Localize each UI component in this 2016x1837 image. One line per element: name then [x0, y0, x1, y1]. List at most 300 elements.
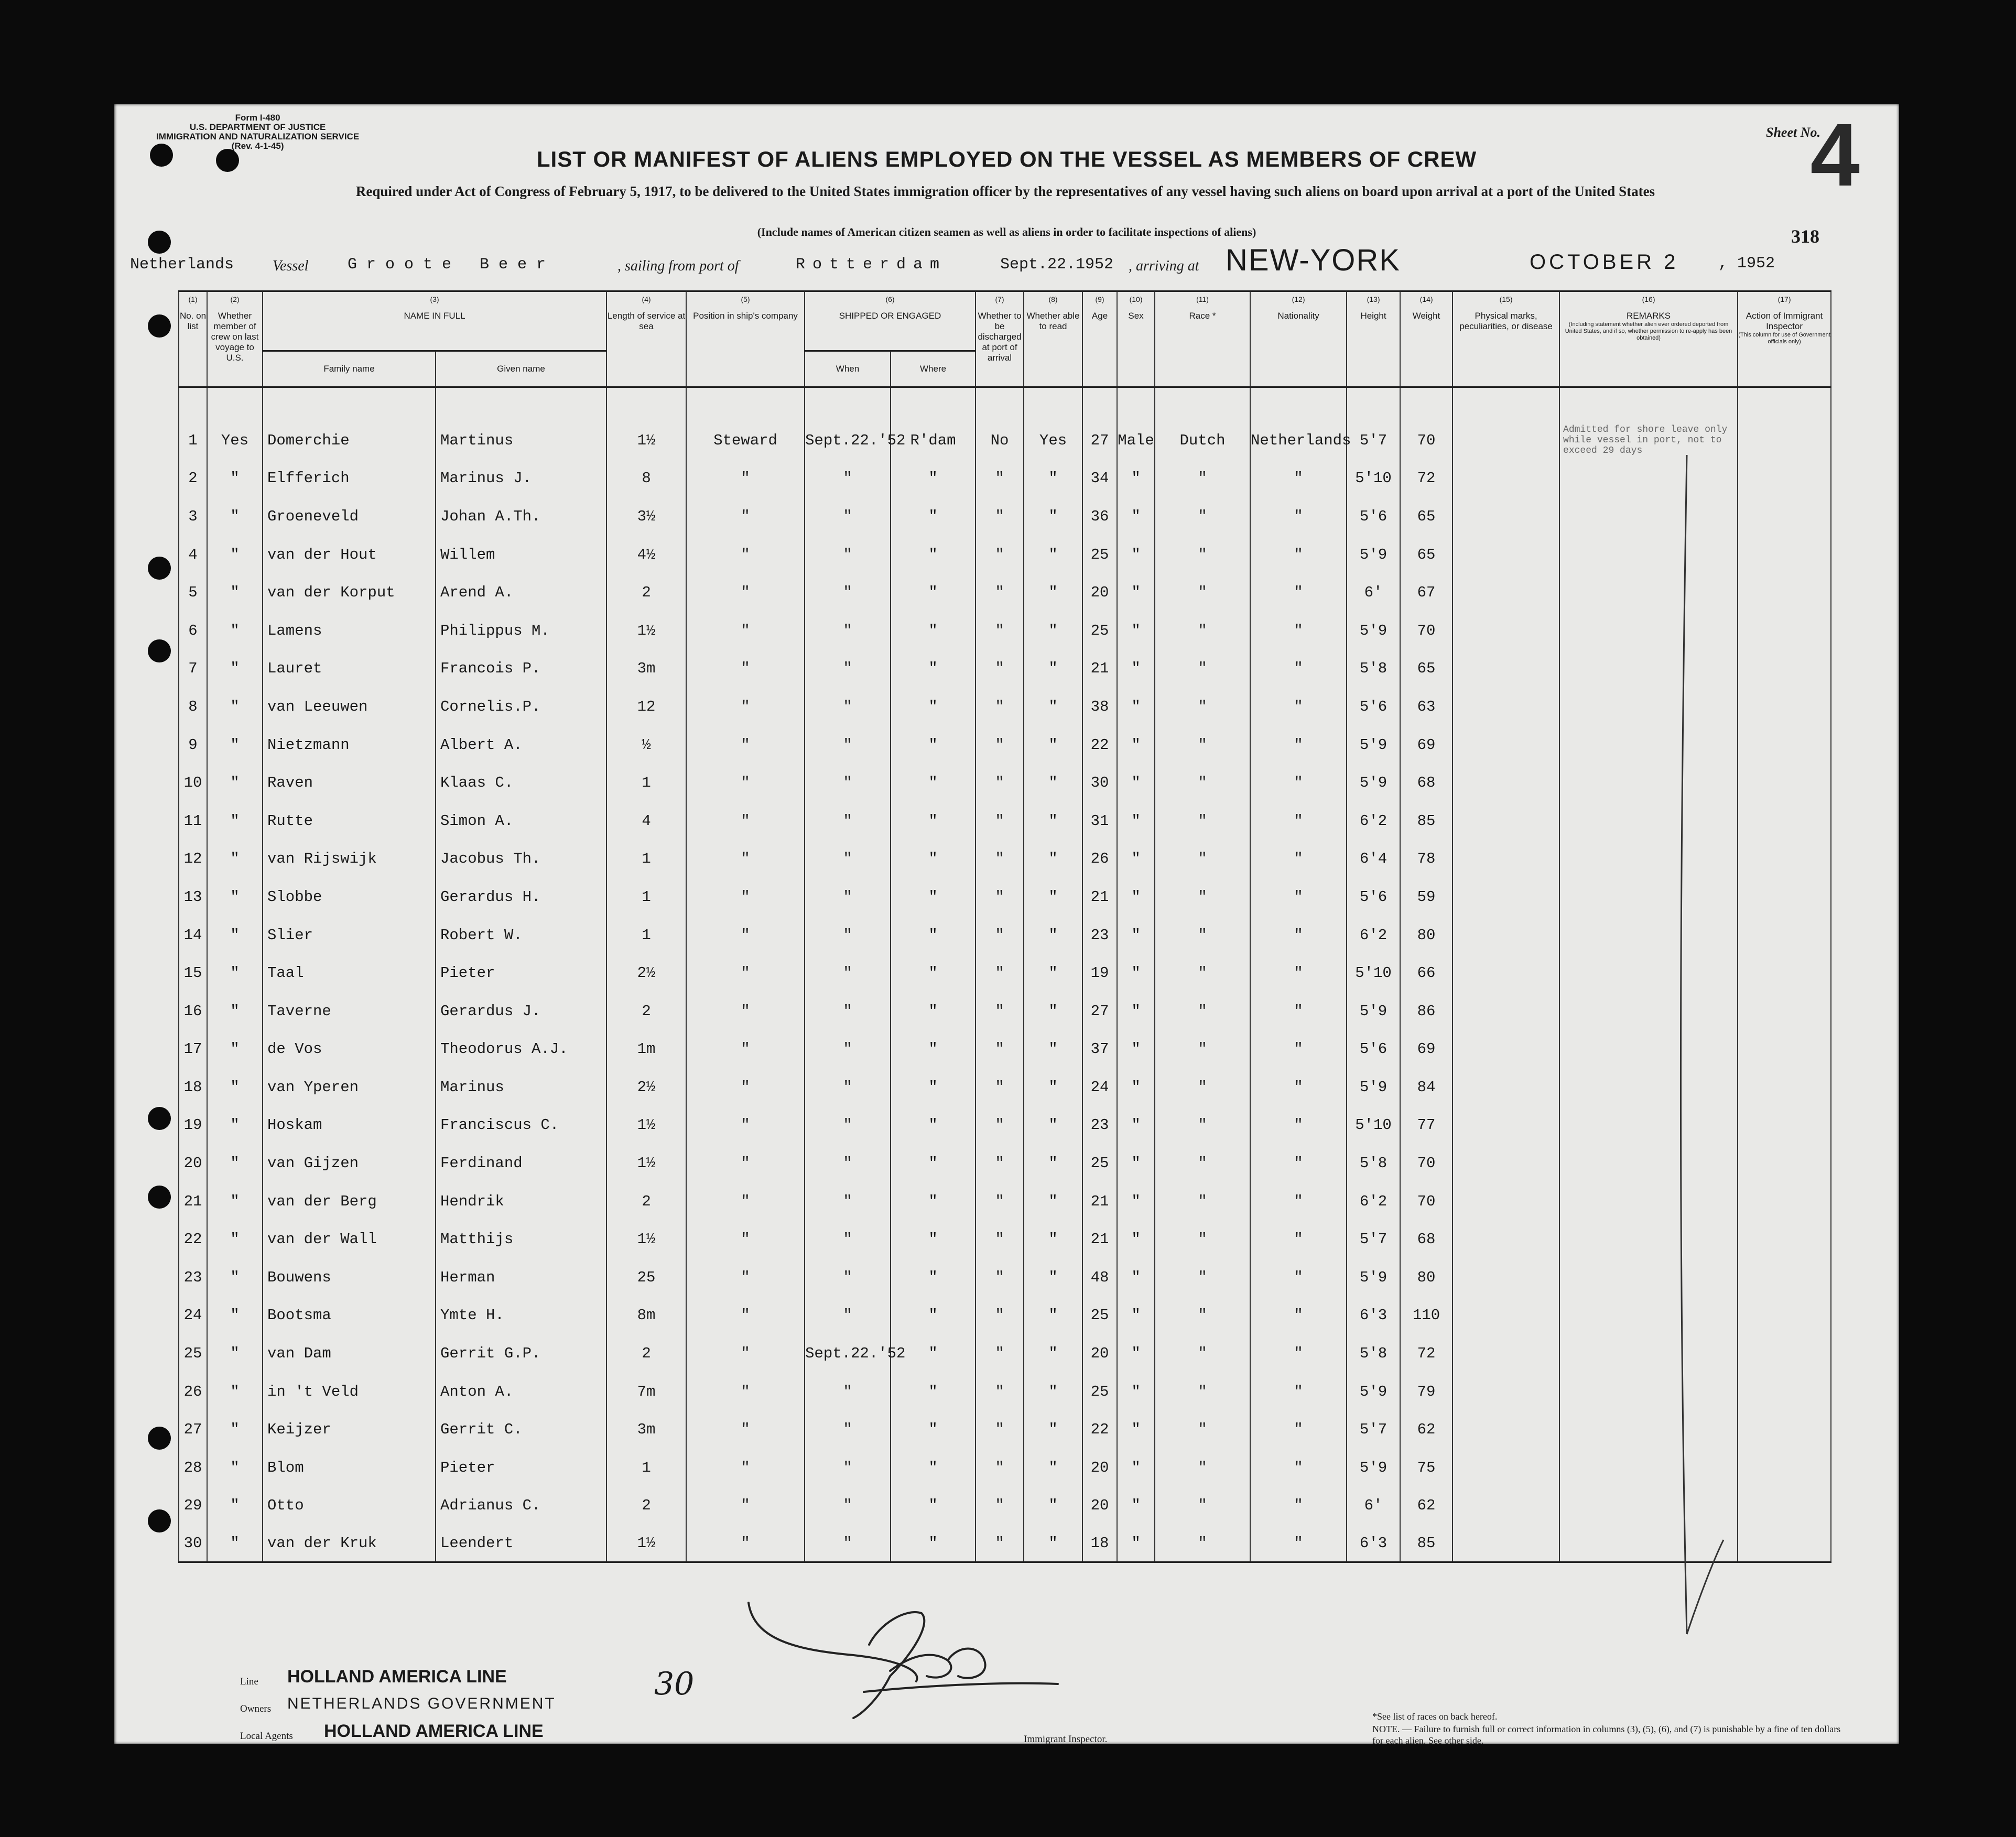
table-row: [179, 460, 1831, 498]
inspector-action-cell: [1738, 536, 1831, 574]
nationality-cell: ": [1250, 1144, 1347, 1182]
service-length-cell: 1: [606, 916, 686, 954]
col-family-name-header: Family name: [263, 351, 436, 387]
shipped-when-cell: ": [805, 1220, 891, 1258]
sex-cell: ": [1117, 840, 1155, 878]
age-cell: 36: [1082, 497, 1117, 536]
col-position-header: (5) Position in ship's company: [686, 291, 805, 387]
punch-hole: [148, 557, 171, 580]
sex-cell: ": [1117, 802, 1155, 840]
race-cell: ": [1155, 497, 1250, 536]
weight-cell: 63: [1400, 688, 1453, 726]
shipped-where-cell: ": [891, 1106, 976, 1145]
position-cell: ": [686, 1144, 805, 1182]
previous-voyage-cell: ": [207, 1373, 263, 1411]
sex-cell: ": [1117, 1297, 1155, 1335]
given-name-cell: Gerrit C.: [436, 1410, 606, 1449]
discharged-cell: ": [976, 1220, 1024, 1258]
race-cell: ": [1155, 1373, 1250, 1411]
position-cell: ": [686, 1182, 805, 1221]
shipped-where-cell: ": [891, 992, 976, 1030]
nationality-cell: ": [1250, 650, 1347, 688]
sex-cell: ": [1117, 650, 1155, 688]
inspector-action-cell: [1738, 1449, 1831, 1487]
crew-rows: [179, 387, 1831, 1562]
previous-voyage-cell: ": [207, 916, 263, 954]
shipped-when-cell: ": [805, 764, 891, 802]
discharged-cell: ": [976, 992, 1024, 1030]
family-name-cell: van der Korput: [263, 573, 436, 612]
position-cell: ": [686, 1258, 805, 1297]
discharged-cell: ": [976, 688, 1024, 726]
physical-marks-cell: [1453, 1487, 1559, 1525]
service-length-cell: 2: [606, 1182, 686, 1221]
shipped-where-cell: ": [891, 1487, 976, 1525]
family-name-cell: Taal: [263, 954, 436, 992]
punch-hole: [150, 144, 173, 167]
previous-voyage-cell: ": [207, 1144, 263, 1182]
family-name-cell: de Vos: [263, 1030, 436, 1069]
height-cell: 5'9: [1347, 1373, 1400, 1411]
position-cell: ": [686, 878, 805, 916]
age-cell: 25: [1082, 1297, 1117, 1335]
vessel-nationality: Netherlands: [130, 256, 234, 274]
weight-cell: 80: [1400, 916, 1453, 954]
vessel-name: Groote Beer: [348, 256, 556, 274]
weight-cell: 59: [1400, 878, 1453, 916]
departure-port: Rotterdam: [796, 256, 947, 274]
physical-marks-cell: [1453, 878, 1559, 916]
shipped-when-cell: ": [805, 497, 891, 536]
arrival-date: OCTOBER 2: [1530, 251, 1679, 274]
shipped-when-cell: ": [805, 954, 891, 992]
age-cell: 25: [1082, 1373, 1117, 1411]
nationality-cell: ": [1250, 536, 1347, 574]
shipped-when-cell: ": [805, 1144, 891, 1182]
punch-hole: [148, 314, 171, 338]
shipped-when-cell: ": [805, 726, 891, 764]
height-cell: 5'9: [1347, 1258, 1400, 1297]
shipped-when-cell: ": [805, 1030, 891, 1069]
given-name-cell: Jacobus Th.: [436, 840, 606, 878]
able-to-read-cell: ": [1024, 1182, 1082, 1221]
sex-cell: ": [1117, 1182, 1155, 1221]
family-name-cell: Blom: [263, 1449, 436, 1487]
sex-cell: ": [1117, 954, 1155, 992]
shipped-when-cell: ": [805, 878, 891, 916]
physical-marks-cell: [1453, 954, 1559, 992]
discharged-cell: ": [976, 1373, 1024, 1411]
row-number-cell: 12: [179, 840, 207, 878]
race-cell: ": [1155, 1030, 1250, 1069]
table-row: [179, 1220, 1831, 1258]
discharged-cell: ": [976, 1525, 1024, 1562]
physical-marks-cell: [1453, 726, 1559, 764]
owners-label: Owners: [240, 1703, 272, 1714]
service-length-cell: 1½: [606, 1144, 686, 1182]
inspector-action-cell: [1738, 1373, 1831, 1411]
col-height-header: (13) Height: [1347, 291, 1400, 387]
sex-cell: ": [1117, 1144, 1155, 1182]
race-cell: ": [1155, 650, 1250, 688]
service-length-cell: 2: [606, 1334, 686, 1373]
previous-voyage-cell: ": [207, 497, 263, 536]
nationality-cell: ": [1250, 1220, 1347, 1258]
age-cell: 20: [1082, 573, 1117, 612]
shipped-when-cell: Sept.22.'52: [805, 1334, 891, 1373]
physical-marks-cell: [1453, 1144, 1559, 1182]
header-row: [179, 291, 1831, 351]
col-weight-header: (14) Weight: [1400, 291, 1453, 387]
punch-hole: [148, 231, 171, 254]
page-title: LIST OR MANIFEST OF ALIENS EMPLOYED ON THE VESSEL AS MEMBERS OF CREW: [536, 147, 1477, 171]
race-cell: ": [1155, 1144, 1250, 1182]
table-row: [179, 1487, 1831, 1525]
previous-voyage-cell: ": [207, 840, 263, 878]
table-row: [179, 573, 1831, 612]
fine-note: NOTE. — Failure to furnish full or correct information in columns (3), (5), (6), and (7) is punishable by a fine of ten dollars for each alien. See other side.: [1372, 1724, 1841, 1746]
weight-cell: 70: [1400, 612, 1453, 650]
check-mark: [1666, 450, 1729, 1655]
family-name-cell: Slobbe: [263, 878, 436, 916]
shipped-when-cell: Sept.22.'52: [805, 421, 891, 460]
given-name-cell: Arend A.: [436, 573, 606, 612]
weight-cell: 68: [1400, 1220, 1453, 1258]
given-name-cell: Francois P.: [436, 650, 606, 688]
row-number-cell: 2: [179, 460, 207, 498]
able-to-read-cell: ": [1024, 802, 1082, 840]
age-cell: 23: [1082, 1106, 1117, 1145]
service-length-cell: 8: [606, 460, 686, 498]
inspector-action-cell: [1738, 726, 1831, 764]
age-cell: 48: [1082, 1258, 1117, 1297]
table-row: [179, 992, 1831, 1030]
service-length-cell: 3m: [606, 1410, 686, 1449]
physical-marks-cell: [1453, 1334, 1559, 1373]
row-number-cell: 20: [179, 1144, 207, 1182]
position-cell: ": [686, 1106, 805, 1145]
shipped-when-cell: ": [805, 1525, 891, 1562]
shipped-where-cell: ": [891, 1525, 976, 1562]
race-cell: ": [1155, 992, 1250, 1030]
able-to-read-cell: ": [1024, 573, 1082, 612]
nationality-cell: ": [1250, 764, 1347, 802]
service-length-cell: 2: [606, 573, 686, 612]
age-cell: 26: [1082, 840, 1117, 878]
sex-cell: ": [1117, 573, 1155, 612]
shipped-where-cell: ": [891, 726, 976, 764]
col-nationality-header: (12) Nationality: [1250, 291, 1347, 387]
agents-value: HOLLAND AMERICA LINE: [324, 1721, 544, 1741]
sex-cell: Male: [1117, 421, 1155, 460]
weight-cell: 69: [1400, 726, 1453, 764]
nationality-cell: ": [1250, 1068, 1347, 1106]
weight-cell: 79: [1400, 1373, 1453, 1411]
table-row: [179, 764, 1831, 802]
given-name-cell: Marinus J.: [436, 460, 606, 498]
service-length-cell: 2½: [606, 1068, 686, 1106]
service-length-cell: 2: [606, 1487, 686, 1525]
position-cell: ": [686, 954, 805, 992]
position-cell: ": [686, 840, 805, 878]
family-name-cell: van Leeuwen: [263, 688, 436, 726]
physical-marks-cell: [1453, 1525, 1559, 1562]
discharged-cell: ": [976, 1068, 1024, 1106]
weight-cell: 66: [1400, 954, 1453, 992]
previous-voyage-cell: ": [207, 1297, 263, 1335]
table-row: [179, 1525, 1831, 1562]
weight-cell: 85: [1400, 802, 1453, 840]
service-length-cell: 7m: [606, 1373, 686, 1411]
shipped-when-cell: ": [805, 688, 891, 726]
line-label: Line: [240, 1676, 258, 1687]
height-cell: 6': [1347, 573, 1400, 612]
row-number-cell: 14: [179, 916, 207, 954]
row-number-cell: 8: [179, 688, 207, 726]
discharged-cell: ": [976, 573, 1024, 612]
inspector-signature: [733, 1592, 1089, 1729]
position-cell: ": [686, 688, 805, 726]
race-cell: ": [1155, 916, 1250, 954]
shipped-when-cell: ": [805, 802, 891, 840]
shipped-where-cell: ": [891, 916, 976, 954]
height-cell: 6'3: [1347, 1525, 1400, 1562]
include-note: (Include names of American citizen seamen as well as aliens in order to facilitate inspections of aliens): [757, 225, 1256, 238]
discharged-cell: ": [976, 878, 1024, 916]
position-cell: ": [686, 1068, 805, 1106]
given-name-cell: Klaas C.: [436, 764, 606, 802]
age-cell: 37: [1082, 1030, 1117, 1069]
discharged-cell: ": [976, 1106, 1024, 1145]
age-cell: 21: [1082, 878, 1117, 916]
races-note: *See list of races on back hereof.: [1372, 1711, 1498, 1722]
height-cell: 6'2: [1347, 916, 1400, 954]
shipped-when-cell: ": [805, 916, 891, 954]
sex-cell: ": [1117, 1030, 1155, 1069]
shipped-when-cell: ": [805, 650, 891, 688]
position-cell: ": [686, 1373, 805, 1411]
service-length-cell: ½: [606, 726, 686, 764]
sailing-date: Sept.22.1952: [1000, 256, 1114, 274]
sex-cell: ": [1117, 688, 1155, 726]
able-to-read-cell: ": [1024, 916, 1082, 954]
row-number-cell: 19: [179, 1106, 207, 1145]
race-cell: ": [1155, 726, 1250, 764]
previous-voyage-cell: ": [207, 1449, 263, 1487]
position-cell: ": [686, 1297, 805, 1335]
family-name-cell: Lamens: [263, 612, 436, 650]
previous-voyage-cell: ": [207, 460, 263, 498]
col-no-header: (1) No. on list: [179, 291, 207, 387]
col-sex-header: (10) Sex: [1117, 291, 1155, 387]
row-number-cell: 13: [179, 878, 207, 916]
table-row: [179, 878, 1831, 916]
table-row: [179, 954, 1831, 992]
given-name-cell: Pieter: [436, 954, 606, 992]
age-cell: 20: [1082, 1487, 1117, 1525]
table-row: [179, 1297, 1831, 1335]
discharged-cell: ": [976, 460, 1024, 498]
physical-marks-cell: [1453, 1410, 1559, 1449]
col-shipped-header: (6) SHIPPED OR ENGAGED: [805, 291, 976, 351]
race-cell: ": [1155, 1258, 1250, 1297]
row-number-cell: 26: [179, 1373, 207, 1411]
shipped-when-cell: ": [805, 536, 891, 574]
discharged-cell: ": [976, 802, 1024, 840]
service-length-cell: 3m: [606, 650, 686, 688]
age-cell: 18: [1082, 1525, 1117, 1562]
table-row: [179, 650, 1831, 688]
given-name-cell: Gerardus J.: [436, 992, 606, 1030]
age-cell: 31: [1082, 802, 1117, 840]
nationality-cell: ": [1250, 1297, 1347, 1335]
height-cell: 5'9: [1347, 1449, 1400, 1487]
able-to-read-cell: ": [1024, 1144, 1082, 1182]
shipped-where-cell: ": [891, 497, 976, 536]
family-name-cell: Taverne: [263, 992, 436, 1030]
able-to-read-cell: ": [1024, 612, 1082, 650]
discharged-cell: ": [976, 764, 1024, 802]
family-name-cell: van der Berg: [263, 1182, 436, 1221]
age-cell: 20: [1082, 1449, 1117, 1487]
able-to-read-cell: ": [1024, 992, 1082, 1030]
weight-cell: 80: [1400, 1258, 1453, 1297]
able-to-read-cell: ": [1024, 954, 1082, 992]
previous-voyage-cell: ": [207, 1106, 263, 1145]
position-cell: ": [686, 536, 805, 574]
position-cell: ": [686, 1410, 805, 1449]
form-identifier: [156, 113, 359, 151]
previous-voyage-cell: ": [207, 1068, 263, 1106]
position-cell: ": [686, 573, 805, 612]
discharged-cell: ": [976, 840, 1024, 878]
physical-marks-cell: [1453, 992, 1559, 1030]
col-age-header: (9) Age: [1082, 291, 1117, 387]
weight-cell: 78: [1400, 840, 1453, 878]
nationality-cell: ": [1250, 1258, 1347, 1297]
family-name-cell: Elfferich: [263, 460, 436, 498]
nationality-cell: ": [1250, 802, 1347, 840]
inspector-action-cell: [1738, 1297, 1831, 1335]
height-cell: 5'9: [1347, 536, 1400, 574]
nationality-cell: ": [1250, 1525, 1347, 1562]
shipped-when-cell: ": [805, 1068, 891, 1106]
position-cell: ": [686, 612, 805, 650]
family-name-cell: van Yperen: [263, 1068, 436, 1106]
service-length-cell: 1½: [606, 1106, 686, 1145]
given-name-cell: Leendert: [436, 1525, 606, 1562]
service-length-cell: 2½: [606, 954, 686, 992]
nationality-cell: ": [1250, 726, 1347, 764]
col-given-name-header: Given name: [436, 351, 606, 387]
shipped-when-cell: ": [805, 1182, 891, 1221]
able-to-read-cell: ": [1024, 1525, 1082, 1562]
height-cell: 5'8: [1347, 1144, 1400, 1182]
discharged-cell: ": [976, 536, 1024, 574]
shipped-when-cell: ": [805, 1258, 891, 1297]
punch-hole: [216, 149, 239, 172]
age-cell: 34: [1082, 460, 1117, 498]
family-name-cell: Slier: [263, 916, 436, 954]
shipped-when-cell: ": [805, 1410, 891, 1449]
col-physical-marks-header: (15) Physical marks, peculiarities, or disease: [1453, 291, 1559, 387]
service-length-cell: 1: [606, 1449, 686, 1487]
shipped-where-cell: ": [891, 1410, 976, 1449]
able-to-read-cell: ": [1024, 726, 1082, 764]
discharged-cell: ": [976, 1449, 1024, 1487]
physical-marks-cell: [1453, 460, 1559, 498]
line-value: HOLLAND AMERICA LINE: [287, 1667, 507, 1687]
table-row: [179, 497, 1831, 536]
physical-marks-cell: [1453, 1030, 1559, 1069]
family-name-cell: van der Hout: [263, 536, 436, 574]
given-name-cell: Herman: [436, 1258, 606, 1297]
service-length-cell: 4½: [606, 536, 686, 574]
nationality-cell: ": [1250, 460, 1347, 498]
family-name-cell: Keijzer: [263, 1410, 436, 1449]
position-cell: ": [686, 1525, 805, 1562]
sex-cell: ": [1117, 992, 1155, 1030]
weight-cell: 77: [1400, 1106, 1453, 1145]
shipped-when-cell: ": [805, 460, 891, 498]
table-row: [179, 840, 1831, 878]
row-number-cell: 27: [179, 1410, 207, 1449]
height-cell: 5'9: [1347, 764, 1400, 802]
discharged-cell: ": [976, 497, 1024, 536]
physical-marks-cell: [1453, 802, 1559, 840]
position-cell: ": [686, 650, 805, 688]
physical-marks-cell: [1453, 536, 1559, 574]
nationality-cell: ": [1250, 688, 1347, 726]
given-name-cell: Ferdinand: [436, 1144, 606, 1182]
service-length-cell: 8m: [606, 1297, 686, 1335]
sex-cell: ": [1117, 1487, 1155, 1525]
physical-marks-cell: [1453, 840, 1559, 878]
shipped-where-cell: R'dam: [891, 421, 976, 460]
previous-voyage-cell: ": [207, 1182, 263, 1221]
age-cell: 22: [1082, 726, 1117, 764]
height-cell: 6': [1347, 1487, 1400, 1525]
sex-cell: ": [1117, 1373, 1155, 1411]
manifest-sheet: [114, 104, 1899, 1744]
weight-cell: 62: [1400, 1487, 1453, 1525]
previous-voyage-cell: ": [207, 688, 263, 726]
sex-cell: ": [1117, 1449, 1155, 1487]
shipped-where-cell: ": [891, 536, 976, 574]
row-number-cell: 15: [179, 954, 207, 992]
row-number-cell: 28: [179, 1449, 207, 1487]
previous-voyage-cell: ": [207, 764, 263, 802]
position-cell: ": [686, 764, 805, 802]
position-cell: ": [686, 992, 805, 1030]
col-discharged-header: (7) Whether to be discharged at port of arrival: [976, 291, 1024, 387]
sex-cell: ": [1117, 536, 1155, 574]
race-cell: Dutch: [1155, 421, 1250, 460]
physical-marks-cell: [1453, 688, 1559, 726]
inspector-action-cell: [1738, 688, 1831, 726]
previous-voyage-cell: ": [207, 573, 263, 612]
nationality-cell: ": [1250, 1106, 1347, 1145]
age-cell: 23: [1082, 916, 1117, 954]
col-when-header: When: [805, 351, 891, 387]
physical-marks-cell: [1453, 421, 1559, 460]
weight-cell: 69: [1400, 1030, 1453, 1069]
physical-marks-cell: [1453, 764, 1559, 802]
weight-cell: 65: [1400, 650, 1453, 688]
agents-label: Local Agents: [240, 1731, 293, 1742]
height-cell: 5'9: [1347, 726, 1400, 764]
shipped-when-cell: ": [805, 1106, 891, 1145]
